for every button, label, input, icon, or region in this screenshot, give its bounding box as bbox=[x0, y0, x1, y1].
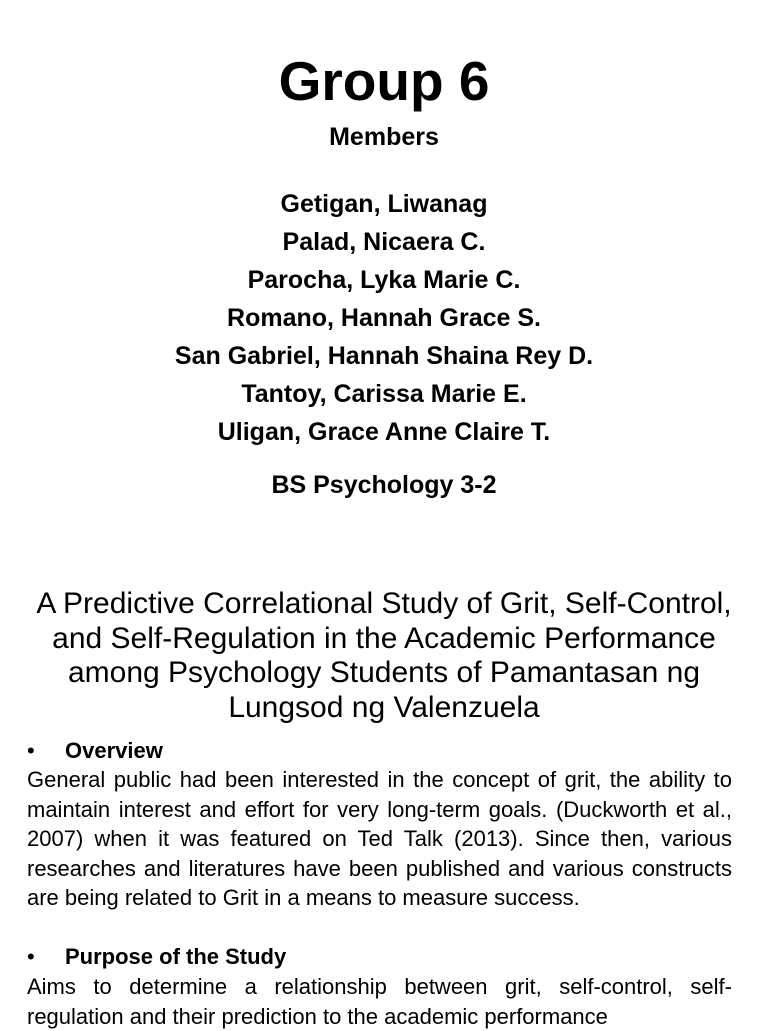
overview-heading-text: Overview bbox=[65, 738, 163, 763]
bullet-icon: • bbox=[27, 738, 35, 763]
member-name: Uligan, Grace Anne Claire T. bbox=[217, 418, 551, 446]
member-name: Tantoy, Carissa Marie E. bbox=[241, 380, 527, 408]
purpose-heading bbox=[27, 943, 732, 971]
purpose-text: Aims to determine a relationship between grit, self-control, self-regulation and their prediction to the academic performance bbox=[27, 974, 732, 1029]
overview-text: General public had been interested in the concept of grit, the ability to maintain interest and effort for very long-term goals. (Duckworth et al., 2007) when it was featured on Ted Talk (2013). Since then, various researches and literatures have been published and various constructs are being related to Grit in a means to measure success. bbox=[27, 767, 732, 910]
member-name: Getigan, Liwanag bbox=[280, 190, 488, 218]
members-label: Members bbox=[329, 123, 439, 151]
section-label: BS Psychology 3-2 bbox=[271, 471, 497, 499]
slide-title: Group 6 bbox=[278, 50, 490, 112]
bullet-icon: • bbox=[27, 944, 35, 969]
members-list bbox=[0, 185, 768, 451]
member-name: San Gabriel, Hannah Shaina Rey D. bbox=[174, 342, 594, 370]
member-name: Palad, Nicaera C. bbox=[282, 228, 486, 256]
study-title: A Predictive Correlational Study of Grit, Self-Control, and Self-Regulation in the Academic Performance among Psychology Students of Pamantasan ng Lungsod ng Valenzuela bbox=[36, 587, 732, 724]
overview-heading bbox=[27, 737, 732, 765]
purpose-heading-text: Purpose of the Study bbox=[65, 944, 287, 969]
member-name: Parocha, Lyka Marie C. bbox=[247, 266, 521, 294]
member-name: Romano, Hannah Grace S. bbox=[227, 304, 541, 332]
